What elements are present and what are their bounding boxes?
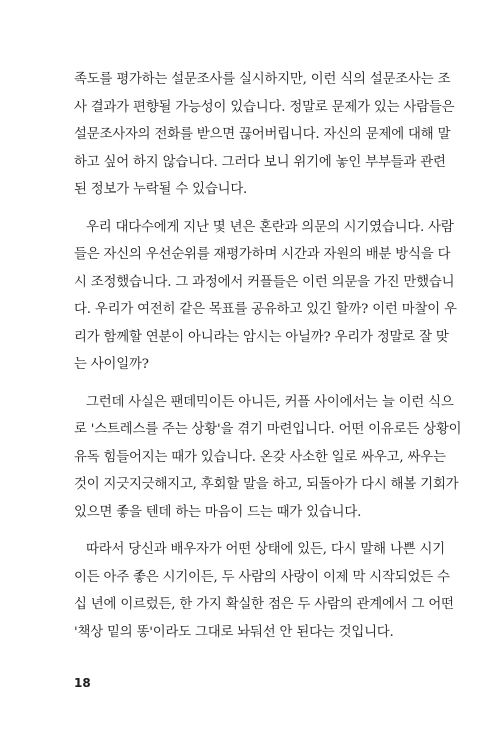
text-line: 하고 싶어 하지 않습니다. 그러다 보니 위기에 놓인 부부들과 관련 [74, 154, 446, 170]
text-line: 리가 함께할 연분이 아니라는 암시는 아닐까? 우리가 정말로 잘 맞 [74, 329, 449, 345]
text-line: 이든 아주 좋은 시기이든, 두 사람의 사랑이 이제 막 시작되었든 수 [74, 569, 450, 585]
text-line: 그런데 사실은 팬데믹이든 아니든, 커플 사이에서는 늘 이런 식으 [86, 394, 454, 410]
text-line: 있으면 좋을 텐데 하는 마음이 드는 때가 있습니다. [74, 504, 362, 520]
text-line: 따라서 당신과 배우자가 어떤 상태에 있든, 다시 말해 나쁜 시기 [86, 542, 445, 557]
text-line: 설문조사자의 전화를 받으면 끊어버립니다. 자신의 문제에 대해 말 [74, 127, 451, 142]
text-line: 사 결과가 편향될 가능성이 있습니다. 정말로 문제가 있는 사람들은 [74, 99, 455, 115]
text-line: 로 '스트레스를 주는 상황'을 겪기 마련입니다. 어떤 이유로든 상황이 [74, 422, 462, 437]
text-line: 족도를 평가하는 설문조사를 실시하지만, 이런 식의 설문조사는 조 [74, 72, 451, 87]
text-line: 다. 우리가 여전히 같은 목표를 공유하고 있긴 할까? 이런 마찰이 우 [74, 302, 457, 317]
text-line: 십 년에 이르렀든, 한 가지 확실한 점은 두 사람의 관계에서 그 어떤 [74, 597, 454, 612]
text-line: 유독 힘들어지는 때가 있습니다. 온갖 사소한 일로 싸우고, 싸우는 [74, 449, 446, 465]
text-line: 우리 대다수에게 지난 몇 년은 혼란과 의문의 시기였습니다. 사람 [86, 219, 454, 235]
text-line: 된 정보가 누락될 수 있습니다. [74, 182, 248, 197]
text-line: 것이 지긋지긋해지고, 후회할 말을 하고, 되돌아가 다시 해볼 기회가 [74, 477, 459, 492]
text-line: 시 조정했습니다. 그 과정에서 커플들은 이런 의문을 가진 만했습니 [74, 274, 455, 290]
text-line: 는 사이일까? [74, 357, 149, 372]
paragraph-3 [74, 389, 462, 527]
paragraph-4 [74, 536, 454, 646]
page-number: 18 [74, 676, 91, 690]
body-text [74, 66, 462, 656]
text-line: '책상 밑의 똥'이라도 그대로 놔둬선 안 된다는 것입니다. [74, 624, 394, 640]
text-line: 들은 자신의 우선순위를 재평가하며 시간과 자원의 배분 방식을 다 [74, 247, 451, 262]
paragraph-2 [74, 214, 457, 379]
paragraph-1 [74, 66, 455, 204]
